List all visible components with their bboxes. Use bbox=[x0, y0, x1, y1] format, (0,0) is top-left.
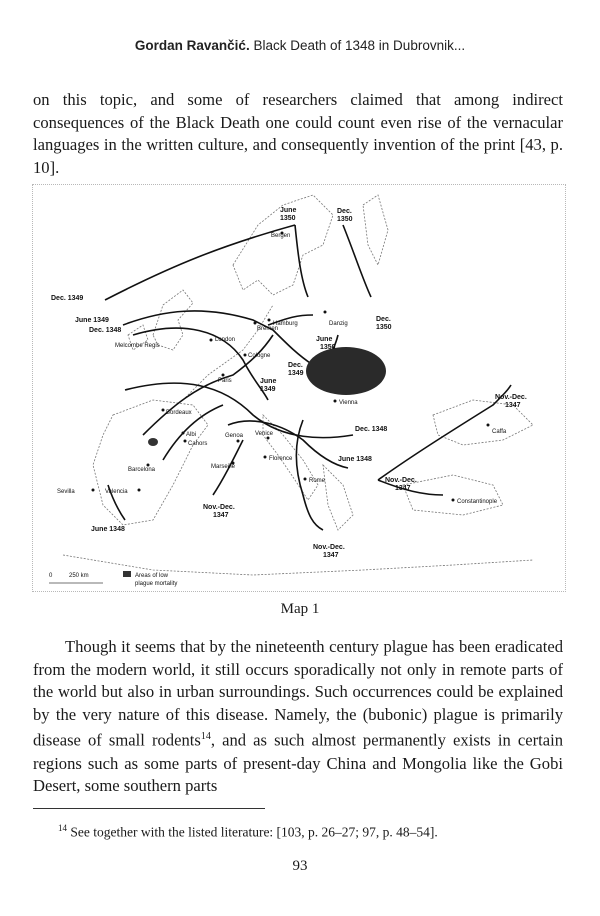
date-label-june-1348-2: June 1348 bbox=[91, 526, 125, 533]
date-label-dec-1348-2: Dec. 1348 bbox=[355, 426, 388, 433]
city-bergen: Bergen bbox=[271, 233, 291, 239]
header-title: Black Death of 1348 in Dubrovnik... bbox=[253, 38, 466, 53]
coast-balkans bbox=[323, 465, 353, 530]
city-paris: Paris bbox=[218, 378, 232, 384]
city-bremen: Bremen bbox=[257, 326, 279, 332]
date-label-dec-1350-1: Dec. bbox=[337, 208, 352, 215]
paragraph-2 bbox=[33, 636, 563, 798]
line-june-1350-norway bbox=[295, 225, 308, 297]
coast-britain bbox=[153, 290, 193, 350]
city-albi: Albi bbox=[186, 432, 197, 438]
date-label-june-1350-2: June bbox=[316, 336, 333, 343]
city-marseille: Marseille bbox=[211, 464, 236, 470]
low-mortality-area bbox=[306, 347, 386, 395]
legend-scale: 250 km bbox=[69, 573, 89, 579]
city-danzig: Danzig bbox=[329, 321, 348, 327]
date-label-dec-1350-1b: 1350 bbox=[337, 216, 353, 223]
city-caffa: Caffa bbox=[492, 429, 507, 435]
date-label-dec-1350-2b: 1350 bbox=[376, 324, 392, 331]
date-label-nov-dec-1347-2: Nov.-Dec. bbox=[385, 477, 417, 484]
city-constantinople: Constantinople bbox=[457, 499, 498, 505]
date-label-dec-1349: Dec. 1349 bbox=[51, 295, 84, 302]
date-label-nov-dec-1347-3b: 1347 bbox=[213, 512, 229, 519]
map-drawing bbox=[33, 185, 566, 592]
coast-finland bbox=[363, 195, 388, 265]
city-bordeaux: Bordeaux bbox=[166, 410, 192, 416]
footnote-number: 14 bbox=[58, 823, 67, 833]
city-london: London bbox=[215, 337, 236, 343]
running-header bbox=[0, 38, 600, 53]
coast-iberia bbox=[93, 400, 208, 525]
date-label-dec-1349-2b: 1349 bbox=[288, 370, 304, 377]
date-label-nov-dec-1347-4b: 1347 bbox=[323, 552, 339, 559]
line-june-1349-france bbox=[143, 335, 273, 435]
coast-anatomia bbox=[403, 475, 503, 515]
date-label-june-1349-2b: 1349 bbox=[260, 386, 276, 393]
legend-area-label-1: Areas of low bbox=[135, 573, 169, 579]
legend-zero: 0 bbox=[49, 573, 53, 579]
date-label-nov-dec-1347-3: Nov.-Dec. bbox=[203, 504, 235, 511]
date-label-june-1349: June 1349 bbox=[75, 317, 109, 324]
legend-area-swatch bbox=[123, 571, 131, 577]
footnote-14 bbox=[58, 823, 438, 841]
date-label-june-1348: June 1348 bbox=[338, 456, 372, 463]
line-dec-1348-south bbox=[125, 383, 353, 438]
map-caption: Map 1 bbox=[280, 601, 320, 617]
date-label-nov-dec-1347-4: Nov.-Dec. bbox=[313, 544, 345, 551]
date-label-june-1349-2: June bbox=[260, 378, 277, 385]
date-label-nov-dec-1347-1: Nov.-Dec. bbox=[495, 394, 527, 401]
footnote-ref-14[interactable]: 14 bbox=[200, 731, 211, 743]
date-label-nov-dec-1347-2b: 1347 bbox=[395, 485, 411, 492]
paragraph-2-part-b: , and as such almost permanently exists in certain regions such as some parts of present-day China and Mongolia like the Gobi Desert, some southern parts bbox=[33, 730, 563, 796]
legend-area-label-2: plague mortality bbox=[135, 581, 178, 587]
city-florence: Florence bbox=[269, 456, 293, 462]
date-label-june-1350-1b: 1350 bbox=[280, 215, 296, 222]
date-label-june-1350-2b: 1350 bbox=[320, 344, 336, 351]
date-label-dec-1348: Dec. 1348 bbox=[89, 327, 122, 334]
paragraph-1: on this topic, and some of researchers claimed that among indirect consequences of the Black Death one could count even rise of the vernacular languages in the written culture, and consequently invention of the print [43, p. 10]. bbox=[33, 90, 563, 177]
city-vienna: Vienna bbox=[339, 400, 358, 406]
city-melcombe-regis: Melcombe Regis bbox=[115, 343, 160, 349]
low-mortality-area-small bbox=[148, 438, 158, 446]
page-number: 93 bbox=[292, 858, 308, 874]
footnote-text: See together with the listed literature: [103, p. 26–27; 97, p. 48–54]. bbox=[67, 824, 438, 840]
paragraph-2-part-a: Though it seems that by the nineteenth century plague has been eradicated from the modern world, it still occurs sporadically not only in remote parts of the world but also in urban surroundings. Such occurrences could be explained by the very nature of this disease. Namely, the (bubonic) plague is primarily disease of small rodents bbox=[33, 637, 563, 750]
footnote-divider bbox=[33, 808, 265, 809]
coast-north-africa bbox=[63, 555, 533, 575]
map-legend bbox=[49, 571, 177, 587]
date-label-dec-1350-2: Dec. bbox=[376, 316, 391, 323]
city-valencia: Valencia bbox=[105, 489, 128, 495]
header-author: Gordan Ravančić. bbox=[134, 38, 250, 53]
city-genoa: Genoa bbox=[225, 433, 244, 439]
city-venice: Venice bbox=[255, 431, 274, 437]
date-label-june-1350-1: June bbox=[280, 207, 297, 214]
line-dec-1350 bbox=[343, 225, 371, 297]
city-cahors: Cahors bbox=[188, 441, 208, 447]
city-sevilla: Sevilla bbox=[57, 489, 75, 495]
city-rome: Rome bbox=[309, 478, 326, 484]
city-hamburg: Hamburg bbox=[273, 321, 298, 327]
plague-spread-map bbox=[32, 184, 566, 592]
city-barcelona: Barcelona bbox=[128, 467, 156, 473]
date-label-dec-1349-2: Dec. bbox=[288, 362, 303, 369]
city-cologne: Cologne bbox=[248, 353, 271, 359]
date-label-nov-dec-1347-1b: 1347 bbox=[505, 402, 521, 409]
